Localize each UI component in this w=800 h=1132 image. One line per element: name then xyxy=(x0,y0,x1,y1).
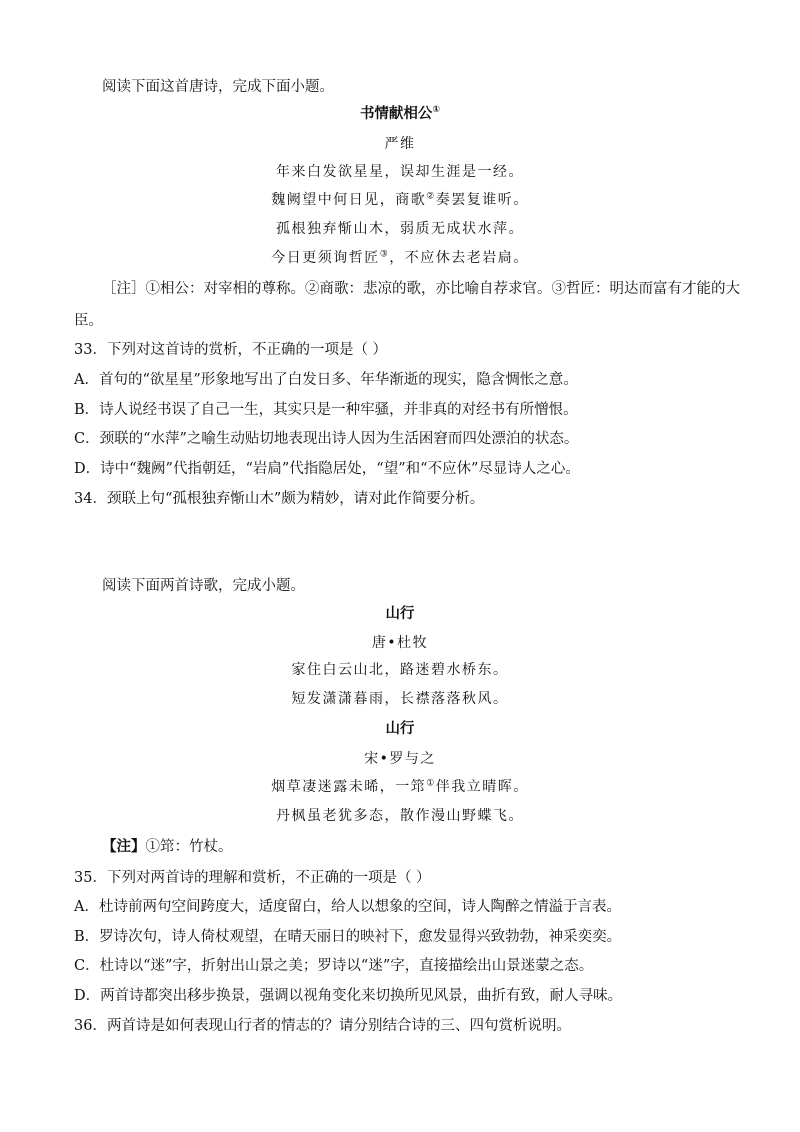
footnote-mark: ③ xyxy=(379,249,390,260)
footnote-mark: ① xyxy=(426,778,436,789)
poem2-author: 宋•罗与之 xyxy=(364,751,436,767)
question-35-option-c: C．杜诗以“迷”字，折射出山景之美；罗诗以“迷”字，直接描绘出山景迷蒙之态。 xyxy=(74,958,594,974)
poem2-line-2: 丹枫虽老犹多态，散作漫山野蝶飞。 xyxy=(276,808,524,824)
poem2-note xyxy=(102,837,233,857)
question-36: 36．两首诗是如何表现山行者的情志的？请分别结合诗的三、四句赏析说明。 xyxy=(74,1018,571,1034)
question-33-option-b: B．诗人说经书误了自己一生，其实只是一种牢骚，并非真的对经书有所憎恨。 xyxy=(74,402,578,418)
poem-line-1: 年来白发欲星星，误却生涯是一经。 xyxy=(276,164,524,180)
poem-line-4-b: ，不应休去老岩扃。 xyxy=(389,250,529,266)
question-35-option-d: D．两首诗都突出移步换景，强调以视角变化来切换所见风景，曲折有致，耐人寻味。 xyxy=(74,988,623,1004)
question-35-option-b: B．罗诗次句，诗人倚杖观望，在晴天丽日的映衬下，愈发显得兴致勃勃，神采奕奕。 xyxy=(74,929,622,945)
note-label: 【注】 xyxy=(102,838,146,855)
question-33-option-c: C．颈联的“水萍”之喻生动贴切地表现出诗人因为生活困窘而四处漂泊的状态。 xyxy=(74,431,579,447)
poem2-line-1-b: 伴我立晴晖。 xyxy=(435,779,529,795)
poem1-line-2: 短发潇潇暮雨，长襟落落秋风。 xyxy=(291,691,509,707)
question-33-option-a: A．首句的“欲星星”形象地写出了白发日多、年华渐逝的现实，隐含惆怅之意。 xyxy=(74,372,578,388)
question-35: 35．下列对两首诗的理解和赏析，不正确的一项是（ ） xyxy=(74,870,431,886)
poem-line-2-a: 魏阙望中何日见，商歌 xyxy=(271,192,427,208)
poem-line-4-a: 今日更须询哲匠 xyxy=(271,250,380,266)
poem1-author: 唐•杜牧 xyxy=(371,635,429,651)
poem2-title: 山行 xyxy=(385,721,415,737)
section2-intro: 阅读下面两首诗歌，完成小题。 xyxy=(102,578,305,594)
question-34: 34．颈联上句“孤根独弃惭山木”颇为精妙，请对此作简要分析。 xyxy=(74,491,485,507)
note-line-1: ［注］①相公：对宰相的尊称。②商歌：悲凉的歌，亦比喻自荐求官。③哲匠：明达而富有才能的大 xyxy=(102,281,740,297)
note-line-2: 臣。 xyxy=(74,313,103,329)
poem-line-2-b: 奏罢复谁听。 xyxy=(435,192,529,208)
poem2-line-1-a: 烟草凄迷露未晞，一筇 xyxy=(271,779,427,795)
poem1-line-1: 家住白云山北，路迷碧水桥东。 xyxy=(291,662,509,678)
poem1-title: 山行 xyxy=(385,606,415,622)
poem-author: 严维 xyxy=(384,136,416,152)
question-33: 33．下列对这首诗的赏析，不正确的一项是（ ） xyxy=(74,342,388,358)
poem-title-text: 书情献相公 xyxy=(359,106,433,122)
footnote-mark: ② xyxy=(426,191,436,202)
note-text: ①筇：竹杖。 xyxy=(145,839,233,855)
poem-title xyxy=(0,104,800,124)
question-33-option-d: D．诗中“魏阙”代指朝廷，“岩扃”代指隐居处，“望”和“不应休”尽显诗人之心。 xyxy=(74,461,580,477)
poem-line-4 xyxy=(0,248,800,268)
question-35-option-a: A．杜诗前两句空间跨度大，适度留白，给人以想象的空间，诗人陶醉之情溢于言表。 xyxy=(74,899,621,915)
poem2-line-1 xyxy=(0,777,800,797)
footnote-mark: ① xyxy=(432,105,441,116)
poem-line-2 xyxy=(0,190,800,210)
section1-intro: 阅读下面这首唐诗，完成下面小题。 xyxy=(102,79,334,95)
poem-line-3: 孤根独弃惭山木，弱质无成状水萍。 xyxy=(276,221,524,237)
